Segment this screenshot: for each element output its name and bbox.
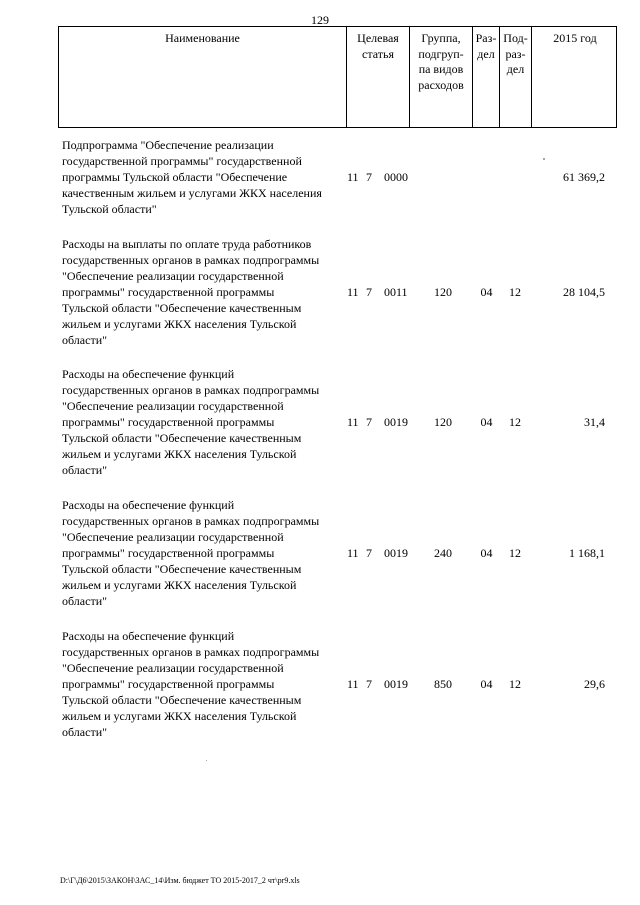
table-row-name [62, 366, 352, 478]
name-line: государственных органов в рамках подпрограммы [62, 253, 320, 267]
section: 04 [480, 546, 493, 560]
header-section [473, 31, 499, 62]
section: 04 [480, 415, 493, 429]
amount-2015: 28 104,5 [563, 285, 605, 299]
table-row-name [62, 628, 352, 740]
name-line: "Обеспечение реализации государственной [62, 530, 284, 544]
name-line: "Обеспечение реализации государственной [62, 661, 284, 675]
page-number: 129 [311, 13, 329, 27]
header-line: дел [477, 46, 495, 61]
name-line: программы" государственной программы [62, 415, 275, 429]
name-line: области" [62, 594, 108, 608]
name-line: государственной программы" государственной [62, 154, 302, 168]
name-line: "Обеспечение реализации государственной [62, 399, 284, 413]
expense-group: 240 [434, 546, 452, 560]
code-direction: 0019 [384, 677, 408, 691]
code-subprogram: 7 [366, 170, 372, 184]
name-line: Тульской области "Обеспечение качественным [62, 562, 302, 576]
name-line: Тульской области" [62, 202, 157, 216]
name-line: программы" государственной программы [62, 546, 275, 560]
code-program: 11 [347, 170, 359, 184]
header-line: Целевая [357, 31, 399, 45]
name-line: государственных органов в рамках подпрограммы [62, 645, 320, 659]
code-direction: 0019 [384, 415, 408, 429]
subsection: 12 [509, 677, 521, 691]
header-line: дел [506, 62, 525, 76]
code-subprogram: 7 [366, 546, 372, 560]
name-line: Расходы на выплаты по оплате труда работников [62, 237, 312, 251]
name-line: программы" государственной программы [62, 285, 275, 299]
name-line: "Обеспечение реализации государственной [62, 269, 284, 283]
table-row-name [62, 236, 352, 348]
code-program: 11 [347, 677, 359, 691]
table-row-name [62, 137, 352, 217]
name-line: государственных органов в рамках подпрограммы [62, 514, 320, 528]
amount-2015: 29,6 [584, 677, 605, 691]
expense-group: 120 [434, 285, 452, 299]
code-program: 11 [347, 415, 359, 429]
name-line: Тульской области "Обеспечение качественным [62, 693, 302, 707]
table-row-name [62, 497, 352, 609]
name-line: Тульской области "Обеспечение качественным [62, 301, 302, 315]
name-line: жильем и услугами ЖКХ населения Тульской [62, 578, 297, 592]
code-direction: 0000 [384, 170, 408, 184]
code-program: 11 [347, 546, 359, 560]
header-year: 2015 год [553, 31, 597, 45]
header-line: расходов [418, 77, 464, 92]
header-target-article [347, 31, 409, 62]
code-direction: 0011 [384, 285, 408, 299]
name-line: качественным жильем и услугами ЖКХ населения [62, 186, 322, 200]
name-line: Расходы на обеспечение функций [62, 629, 235, 643]
name-line: программы Тульской области "Обеспечение [62, 170, 288, 184]
section: 04 [480, 677, 493, 691]
amount-2015: 31,4 [584, 415, 605, 429]
subsection: 12 [509, 285, 521, 299]
name-line: жильем и услугами ЖКХ населения Тульской [62, 447, 297, 461]
name-line: Расходы на обеспечение функций [62, 498, 235, 512]
name-line: области" [62, 463, 108, 477]
name-line: области" [62, 725, 108, 739]
file-path-footer: D:\Г\Д6\2015\ЗАКОН\ЗАС_14\Изм. бюджет ТО 2015-2017_2 чт\pr9.xls [60, 876, 300, 885]
table-header [58, 26, 617, 128]
amount-2015: 61 369,2 [563, 170, 605, 184]
name-line: жильем и услугами ЖКХ населения Тульской [62, 317, 297, 331]
code-subprogram: 7 [366, 677, 372, 691]
header-name: Наименование [165, 31, 240, 45]
header-line: подгруп- [418, 46, 464, 61]
name-line: Подпрограмма "Обеспечение реализации [62, 138, 274, 152]
header-line: Под- [503, 31, 528, 45]
name-line: жильем и услугами ЖКХ населения Тульской [62, 709, 297, 723]
header-line: Группа, [421, 31, 461, 45]
name-line: Расходы на обеспечение функций [62, 367, 235, 381]
name-line: государственных органов в рамках подпрограммы [62, 383, 320, 397]
scan-speck [543, 158, 545, 160]
name-line: Тульской области "Обеспечение качественным [62, 431, 302, 445]
header-expense-group [410, 31, 472, 93]
code-program: 11 [347, 285, 359, 299]
subsection: 12 [509, 415, 521, 429]
code-subprogram: 7 [366, 415, 372, 429]
code-subprogram: 7 [366, 285, 372, 299]
name-line: области" [62, 333, 108, 347]
subsection: 12 [509, 546, 521, 560]
scan-speck [206, 760, 207, 761]
code-direction: 0019 [384, 546, 408, 560]
header-line: Раз- [475, 31, 497, 45]
expense-group: 120 [434, 415, 452, 429]
header-subsection [500, 31, 531, 78]
expense-group: 850 [434, 677, 452, 691]
amount-2015: 1 168,1 [569, 546, 605, 560]
name-line: программы" государственной программы [62, 677, 275, 691]
header-line: па видов [418, 62, 464, 76]
header-line: статья [362, 46, 394, 61]
header-line: раз- [505, 46, 526, 61]
section: 04 [480, 285, 493, 299]
